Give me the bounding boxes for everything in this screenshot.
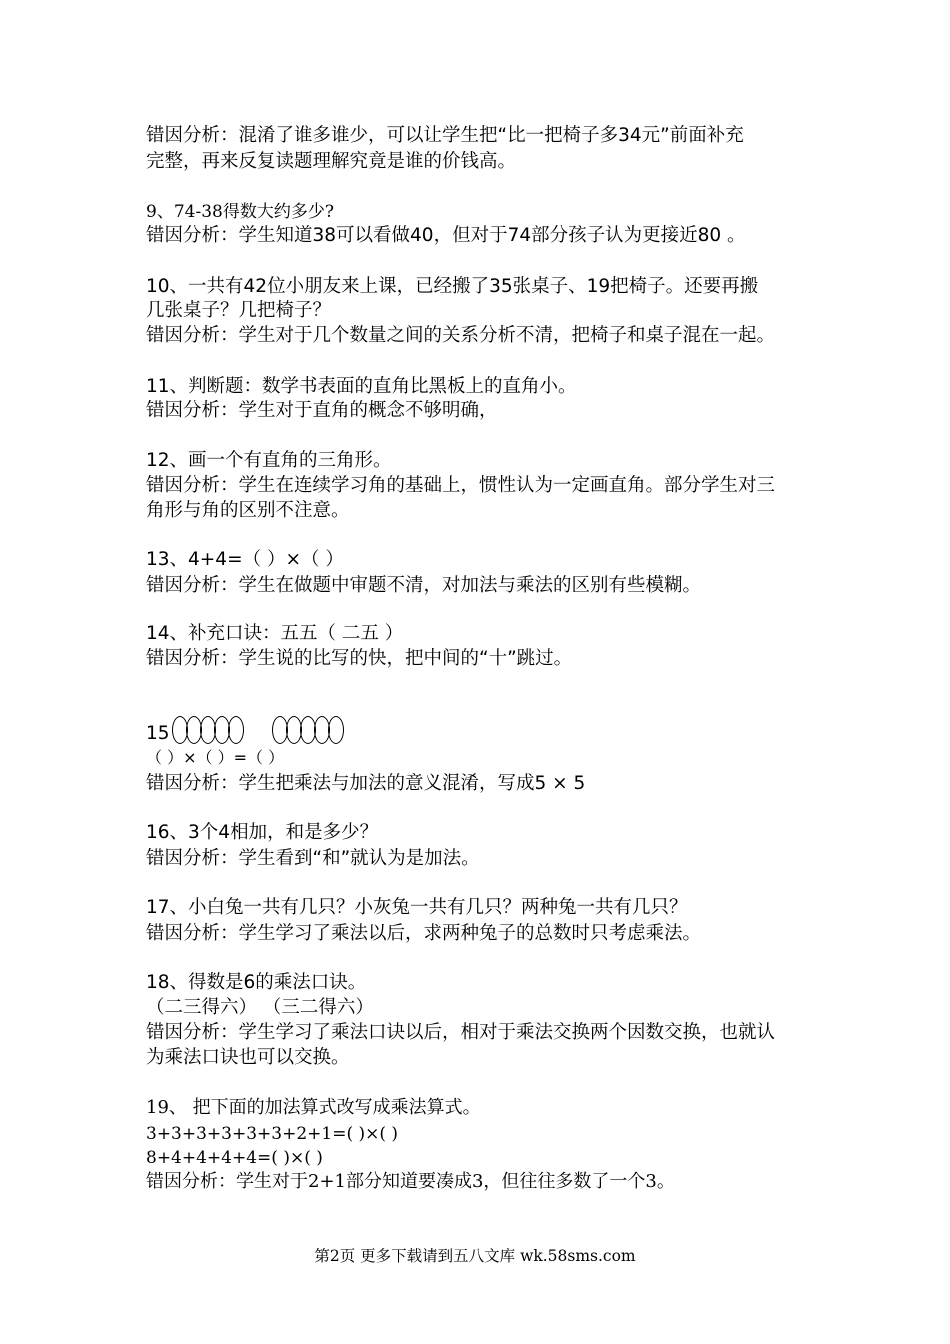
- analysis-line: 完整，再来反复读题理解究竟是谁的价钱高。: [146, 151, 517, 172]
- analysis-line: 错因分析：学生对于几个数量之间的关系分析不清，把椅子和桌子混在一起。: [146, 325, 776, 346]
- analysis-line: 错因分析：学生学习了乘法口诀以后，相对于乘法交换两个因数交换，也就认: [146, 1022, 776, 1043]
- question-13: 13、4+4=（ ）×（ ）: [146, 549, 344, 570]
- question-19-eq1: 3+3+3+3+3+3+2+1=( )×( ): [146, 1124, 399, 1144]
- question-14: 14、补充口诀：五五（ 二五 ）: [146, 623, 404, 644]
- question-11: 11、判断题：数学书表面的直角比黑板上的直角小。: [146, 376, 577, 397]
- question-10: 10、一共有42位小朋友来上课，已经搬了35张桌子、19把椅子。还要再搬: [146, 276, 759, 297]
- question-10-cont: 几张桌子？几把椅子？: [146, 300, 332, 321]
- analysis-line: 错因分析：学生对于2+1部分知道要凑成3，但往往多数了一个3。: [146, 1171, 675, 1192]
- analysis-line: 错因分析：学生看到“和”就认为是加法。: [146, 848, 480, 869]
- analysis-line: 错因分析：学生说的比写的快，把中间的“十”跳过。: [146, 648, 573, 669]
- analysis-line: 错因分析：学生在做题中审题不清，对加法与乘法的区别有些模糊。: [146, 575, 702, 596]
- analysis-line: 错因分析：学生知道38可以看做40，但对于74部分孩子认为更接近80 。: [146, 225, 746, 246]
- analysis-line: 错因分析：学生把乘法与加法的意义混淆，写成5 × 5: [146, 773, 586, 794]
- question-19: 19、 把下面的加法算式改写成乘法算式。: [146, 1097, 481, 1118]
- analysis-line: 错因分析：混淆了谁多谁少，可以让学生把“比一把椅子多34元”前面补充: [146, 125, 744, 146]
- question-18: 18、得数是6的乘法口诀。: [146, 972, 367, 993]
- analysis-line: 错因分析：学生在连续学习角的基础上，惯性认为一定画直角。部分学生对三: [146, 475, 776, 496]
- analysis-line: 角形与角的区别不注意。: [146, 500, 350, 521]
- question-15-blank: （ ）×（ ）=（ ）: [146, 748, 285, 767]
- question-15: 15: [146, 723, 170, 744]
- analysis-line: 错因分析：学生对于直角的概念不够明确，: [146, 400, 498, 421]
- analysis-line: 为乘法口诀也可以交换。: [146, 1047, 350, 1068]
- question-17: 17、小白兔一共有几只？小灰兔一共有几只？两种兔一共有几只？: [146, 897, 688, 918]
- question-18-answer: （二三得六） （三二得六）: [146, 997, 374, 1018]
- question-9: 9、74-38得数大约多少?: [146, 202, 334, 222]
- page-footer: 第2页 更多下载请到五八文库 wk.58sms.com: [314, 1247, 636, 1265]
- question-16: 16、3个4相加，和是多少？: [146, 822, 379, 843]
- analysis-line: 错因分析：学生学习了乘法以后，求两种兔子的总数时只考虑乘法。: [146, 923, 702, 944]
- question-12: 12、画一个有直角的三角形。: [146, 450, 392, 471]
- question-19-eq2: 8+4+4+4+4=( )×( ): [146, 1148, 323, 1168]
